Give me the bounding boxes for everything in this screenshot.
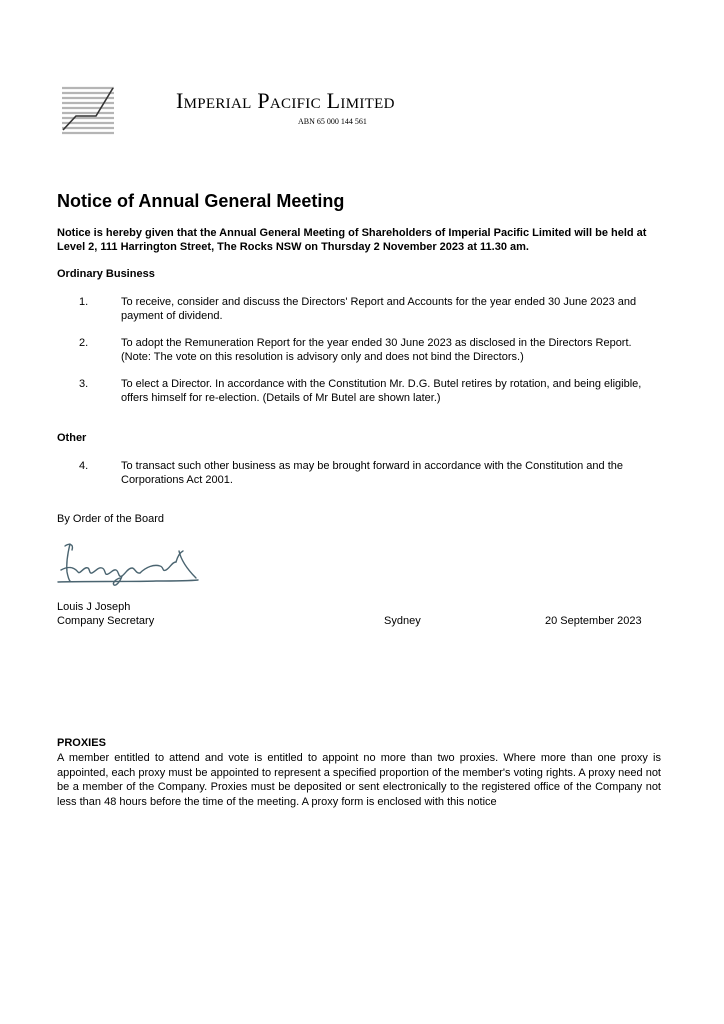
business-item-text: To elect a Director. In accordance with the Constitution Mr. D.G. Butel retires by rotation, and being eligible, offers himself for re-election. (Details of Mr Butel are shown later.) (121, 378, 642, 404)
ordinary-business-heading: Ordinary Business (57, 268, 155, 280)
business-item-text: To receive, consider and discuss the Directors' Report and Accounts for the year ended 30 June 2023 and payment of dividend. (121, 296, 637, 322)
business-item-text: To transact such other business as may be brought forward in accordance with the Constitution and the Corporations Act 2001. (121, 460, 624, 486)
signer-name: Louis J Joseph (57, 601, 131, 613)
handwritten-signature (56, 540, 202, 590)
company-abn: ABN 65 000 144 561 (298, 117, 367, 126)
other-business-heading: Other (57, 432, 87, 444)
business-item-text: To adopt the Remuneration Report for the year ended 30 June 2023 as disclosed in the Directors Report. (Note: The vote on this resolution is advisory only and does not bind the Directors.) (121, 337, 632, 363)
stock-chart-logo-icon (62, 86, 114, 136)
signer-title: Company Secretary (57, 615, 155, 627)
business-item-number: 3. (79, 378, 89, 390)
business-item-number: 4. (79, 460, 89, 472)
business-item-number: 2. (79, 337, 89, 349)
page-title: Notice of Annual General Meeting (57, 191, 345, 211)
by-order-text: By Order of the Board (57, 513, 164, 525)
proxies-body: A member entitled to attend and vote is entitled to appoint no more than two proxies. Where more than one proxy is appointed, each proxy must be appointed to represent a specified proportion of the member's voting rights. A proxy need not be a member of the Company. Proxies must be deposited or sent electronically to the registered office of the Company not less than 48 hours before the time of the meeting. A proxy form is enclosed with this notice (57, 752, 661, 808)
signoff-location: Sydney (384, 615, 421, 627)
meeting-intro: Notice is hereby given that the Annual General Meeting of Shareholders of Imperial Pacific Limited will be held at Level 2, 111 Harrington Street, The Rocks NSW on Thursday 2 November 2023 at 11.30 am. (57, 227, 647, 253)
business-item-number: 1. (79, 296, 89, 308)
proxies-heading: PROXIES (57, 737, 106, 749)
company-name: Imperial Pacific Limited (176, 88, 395, 113)
signoff-date: 20 September 2023 (545, 615, 642, 627)
